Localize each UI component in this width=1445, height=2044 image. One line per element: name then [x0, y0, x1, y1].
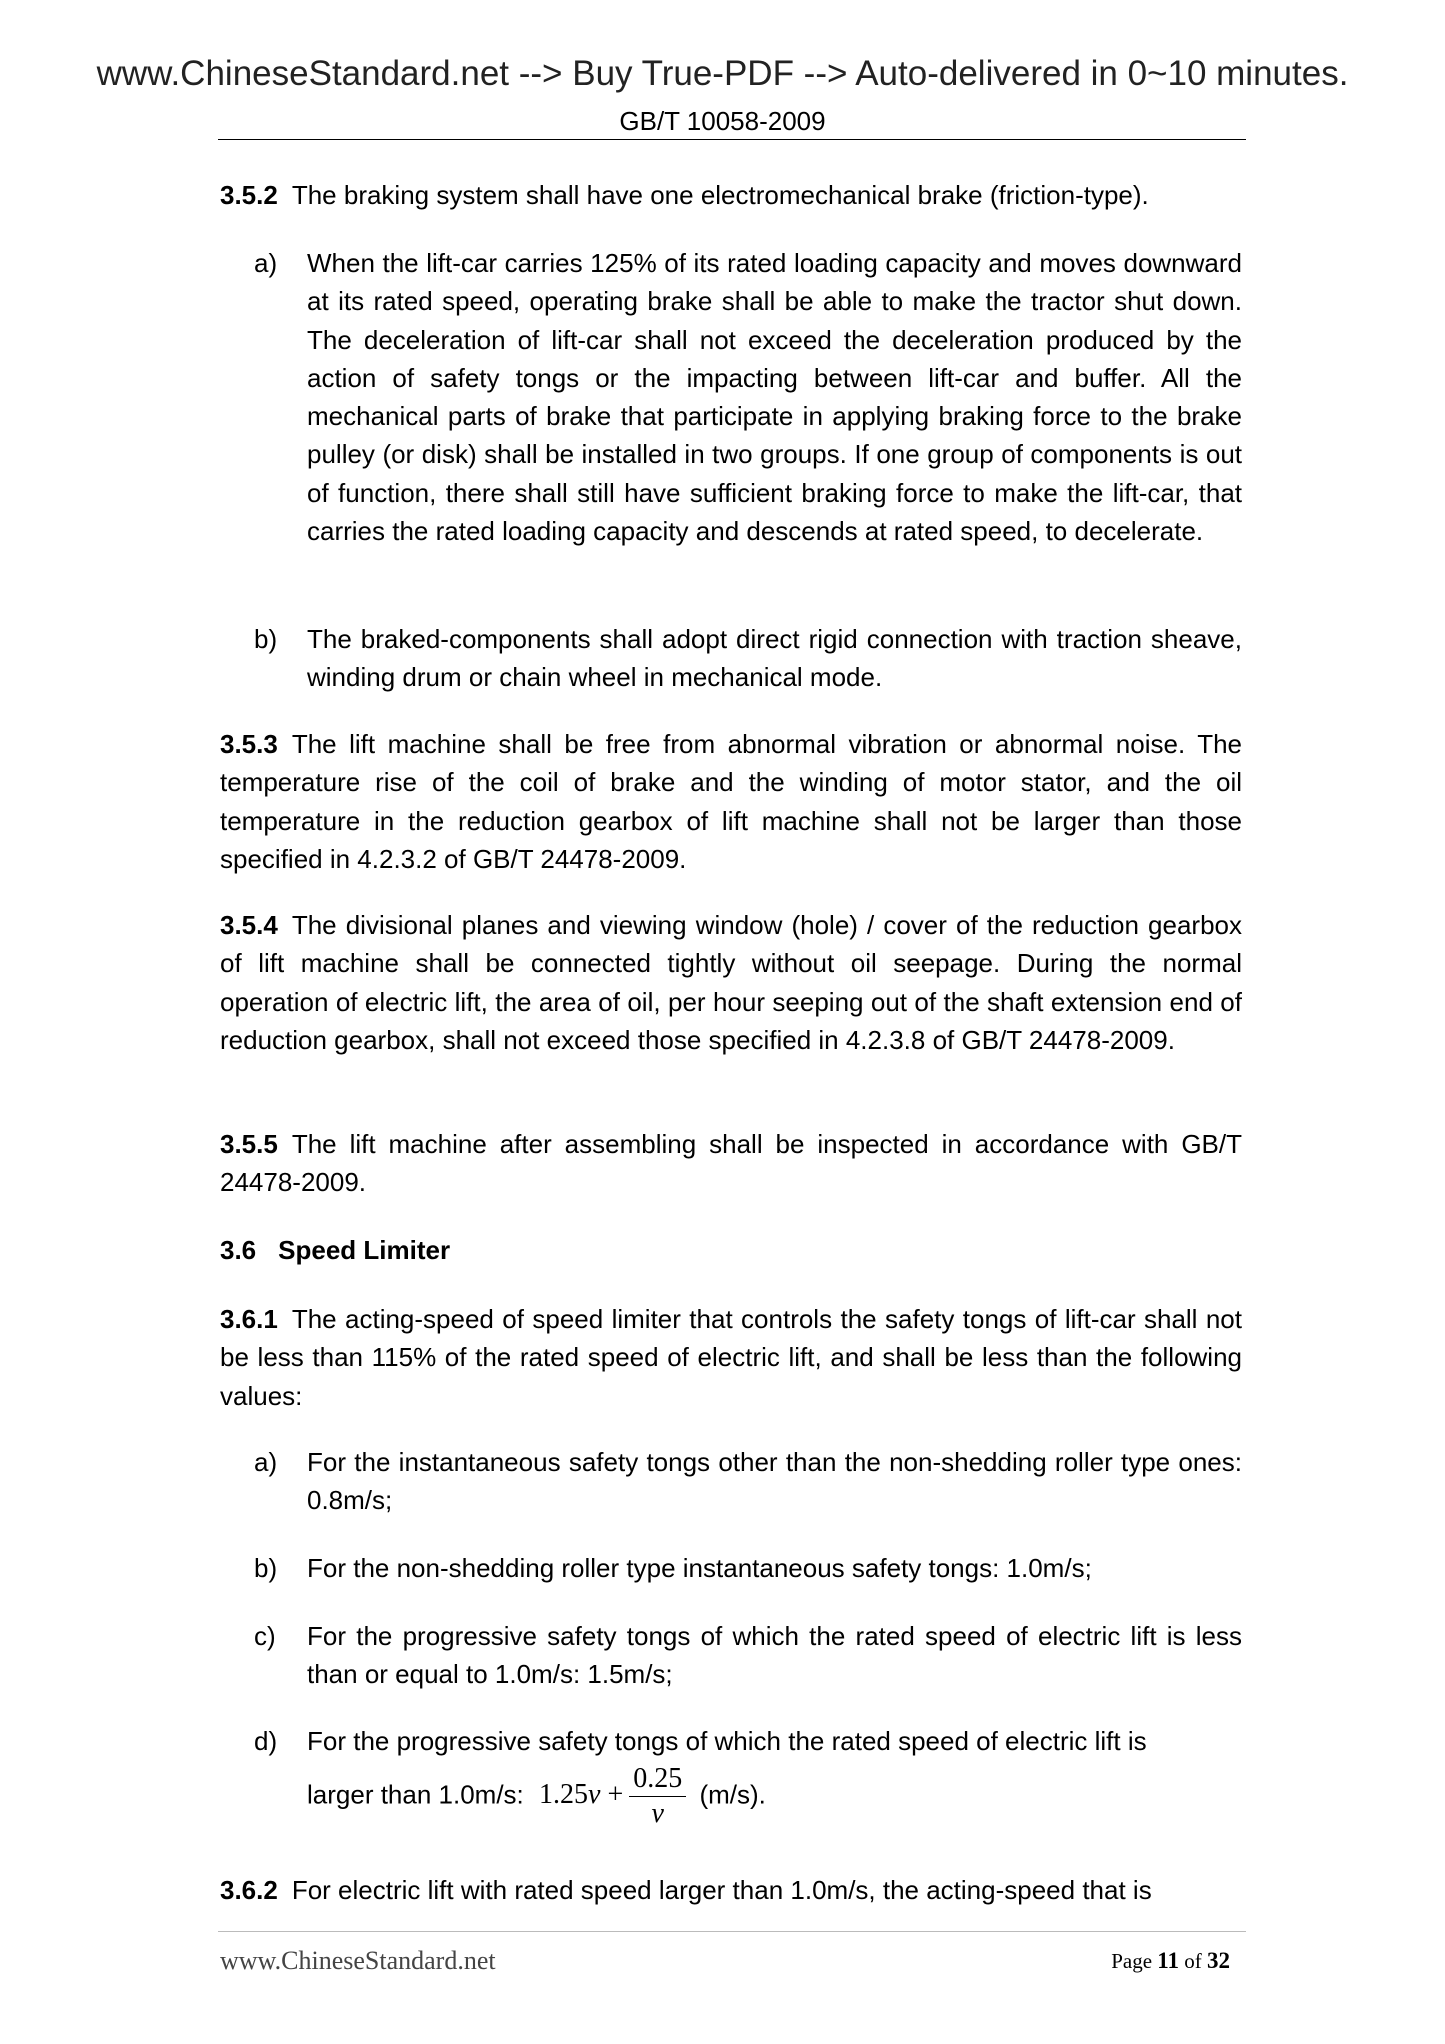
item-text-a: For the instantaneous safety tongs other than the non-shedding roller type ones: 0.8m/s; [307, 1447, 1242, 1516]
clause-number: 3.5.5 [220, 1129, 278, 1159]
clause-3-6-2 [220, 1871, 1242, 1909]
section-number: 3.6 [220, 1235, 257, 1265]
section-heading-3-6 [220, 1231, 450, 1269]
item-label-b: b) [254, 624, 278, 654]
formula-unit: (m/s). [699, 1779, 766, 1810]
clause-3-5-3 [220, 725, 1242, 878]
footer-rule [218, 1931, 1246, 1932]
page-number: 11 [1157, 1948, 1179, 1973]
item-text-b: For the non-shedding roller type instantaneous safety tongs: 1.0m/s; [307, 1553, 1092, 1583]
standard-number: GB/T 10058-2009 [619, 106, 826, 136]
item-text-a: When the lift-car carries 125% of its rated loading capacity and moves downward at its rated speed, operating brake shall be able to make the tractor shut down. The deceleration of lift-car shall not exceed the deceleration produced by the action of safety tongs or the impacting between lift-car and buffer. All the mechanical parts of brake that participate in applying braking force to the brake pulley (or disk) shall be installed in two groups. If one group of components is out of function, there shall still have sufficient braking force to make the lift-car, that carries the rated loading capacity and descends at rated speed, to decelerate. [307, 248, 1242, 547]
clause-3-5-4 [220, 906, 1242, 1059]
clause-text: The lift machine after assembling shall be inspected in accordance with GB/T 24478-2009. [220, 1129, 1242, 1198]
item-d-formula-line [307, 1762, 1242, 1831]
formula-plus: + [607, 1778, 624, 1810]
clause-number: 3.5.4 [220, 910, 278, 940]
clause-text: The acting-speed of speed limiter that controls the safety tongs of lift-car shall not be less than 115% of the rated speed of electric lift, and shall be less than the following values: [220, 1304, 1242, 1411]
clause-text: The lift machine shall be free from abnormal vibration or abnormal noise. The temperature rise of the coil of brake and the winding of motor stator, and the oil temperature in the reduction gearbox of lift machine shall not be larger than those specified in 4.2.3.2 of GB/T 24478-2009. [220, 729, 1242, 874]
formula-lead: larger than 1.0m/s: [307, 1779, 524, 1810]
header-rule [218, 139, 1246, 140]
item-text-c: For the progressive safety tongs of which the rated speed of electric lift is less than or equal to 1.0m/s: 1.5m/s; [307, 1621, 1242, 1690]
clause-number: 3.6.2 [220, 1875, 278, 1905]
fraction-denominator: v [651, 1798, 664, 1829]
item-label-c: c) [254, 1621, 276, 1651]
clause-3-5-5 [220, 1125, 1242, 1202]
page-indicator [1111, 1948, 1230, 1974]
header-banner: www.ChineseStandard.net --> Buy True-PDF --> Auto-delivered in 0~10 minutes. [96, 54, 1349, 93]
page-word: Page [1111, 1949, 1153, 1973]
of-word: of [1184, 1949, 1202, 1973]
item-text-d: For the progressive safety tongs of which the rated speed of electric lift is [307, 1726, 1147, 1756]
clause-number: 3.5.2 [220, 180, 278, 210]
clause-text: For electric lift with rated speed larger than 1.0m/s, the acting-speed that is [291, 1875, 1152, 1905]
item-label-b: b) [254, 1553, 278, 1583]
formula-coefficient: 1.25 [539, 1778, 589, 1810]
item-label-a: a) [254, 248, 278, 278]
formula-variable: v [588, 1778, 601, 1810]
item-label-d: d) [254, 1726, 278, 1756]
clause-text: The braking system shall have one electromechanical brake (friction-type). [291, 180, 1149, 210]
section-title: Speed Limiter [278, 1235, 451, 1265]
fraction-numerator: 0.25 [629, 1762, 686, 1797]
page-total: 32 [1207, 1948, 1230, 1973]
item-text-b: The braked-components shall adopt direct rigid connection with traction sheave, winding drum or chain wheel in mechanical mode. [307, 624, 1242, 693]
clause-number: 3.5.3 [220, 729, 278, 759]
clause-text: The divisional planes and viewing window (hole) / cover of the reduction gearbox of lift machine shall be connected tightly without oil seepage. During the normal operation of electric lift, the area of oil, per hour seeping out of the shaft extension end of reduction gearbox, shall not exceed those specified in 4.2.3.8 of GB/T 24478-2009. [220, 910, 1242, 1055]
item-label-a: a) [254, 1447, 278, 1477]
speed-formula [539, 1762, 686, 1831]
clause-3-5-2 [220, 176, 1242, 214]
footer-site-link[interactable]: www.ChineseStandard.net [220, 1946, 496, 1975]
formula-fraction [629, 1762, 686, 1831]
clause-number: 3.6.1 [220, 1304, 278, 1334]
clause-3-6-1 [220, 1300, 1242, 1415]
